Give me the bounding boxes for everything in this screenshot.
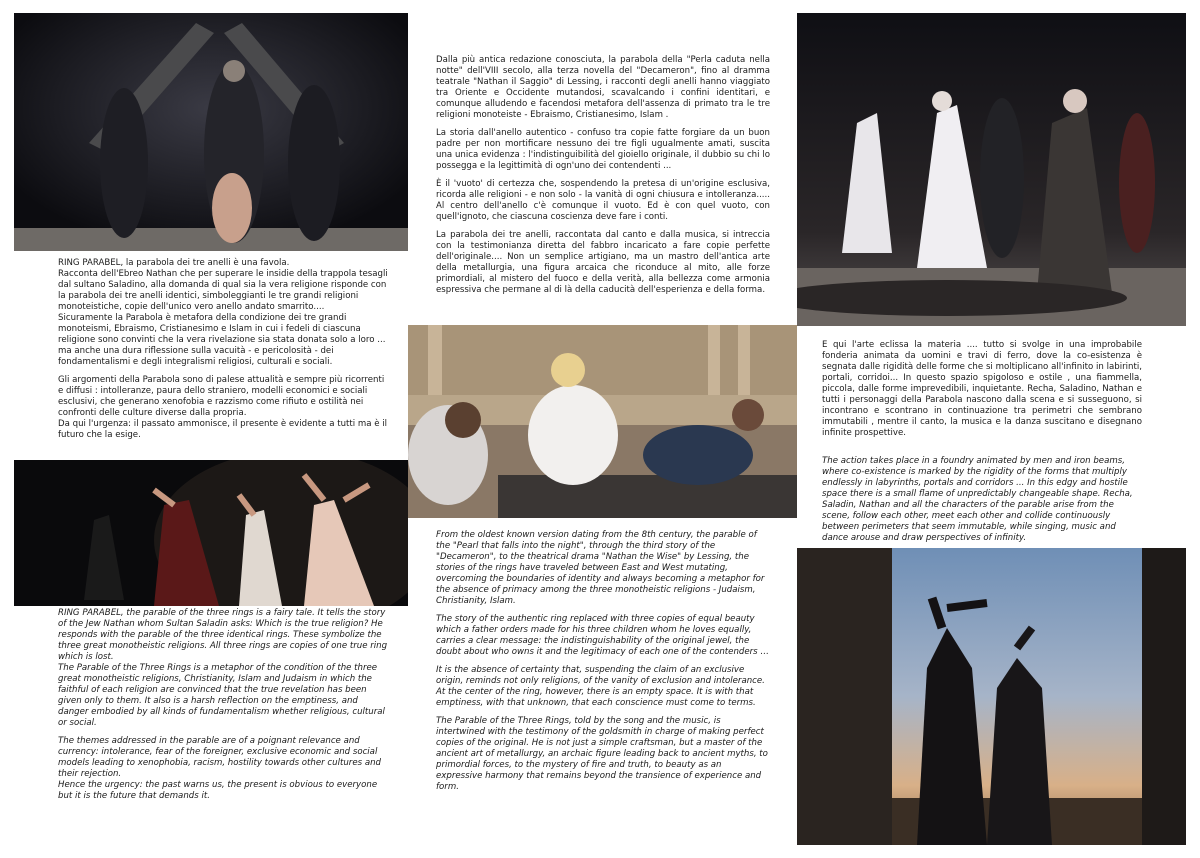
stage-photo-top-right bbox=[797, 13, 1186, 326]
right-italian-text bbox=[822, 340, 1142, 446]
left-english-paragraph-2: The themes addressed in the parable are of a poignant relevance and currency: intolerance, fear of the foreigner, exclusive economic and social models leading to xenophobia, racism, hostility towards other cultures and their rejection. Hence the urgency: the past warns us, the present is obvious to everyone but it is the future that demands it. bbox=[58, 736, 381, 801]
center-italian-paragraph-4: La parabola dei tre anelli, raccontata dal canto e dalla musica, si intreccia con la testimonianza diretta del fabbro incaricato a fare copie perfette dell'originale.... Non un semplice artigiano, ma un mastro dell'antica arte della metallurgia, una figura arcaica che riconduce al mito, alle forze primordiali, al mistero del fuoco e della verità, alla bellezza come armonia espressiva che permane al di là della caducità dell'esperienza e della forma. bbox=[436, 230, 770, 295]
right-italian-paragraph-1: E qui l'arte eclissa la materia .... tutto si svolge in una improbabile fonderia animata da uomini e travi di ferro, dove la co-esistenza è segnata dalle rigidità delle forme che si moltiplicano all'infinito in labirinti, portali, corridoi... In questo spazio spigoloso e ostile , una fiammella, piccola, dalle forme imprevedibili, inquietante. Recha, Saladino, Nathan e tutti i personaggi della Parabola nascono dalla scena e si susseguono, si incontrano e scontrano in continuazione tra perimetri che sembrano immutabili , mentre il canto, la musica e la danza suscitano e disegnano infinite prospettive. bbox=[822, 340, 1142, 438]
dance-photo-left bbox=[14, 460, 408, 606]
stage-photo-top-left bbox=[14, 13, 408, 251]
center-italian-paragraph-3: È il 'vuoto' di certezza che, sospendendo la pretesa di un'origine esclusiva, ricorda alle religioni - e non solo - la vanità di ogni chiusura e intolleranza..... Al centro dell'anello c'è comunque il vuoto. Ed è con quel vuoto, con quell'ignoto, che ciascuna coscienza deve fare i conti. bbox=[436, 179, 770, 222]
center-english-paragraph-4: The Parable of the Three Rings, told by the song and the music, is intertwined with the testimony of the goldsmith in charge of making perfect copies of the original. He is not just a simple craftsman, but a master of the ancient art of metallurgy, an archaic figure leading back to ancient myths, to primordial forces, to the mystery of fire and truth, to beauty as an expressive harmony that remains beyond the transience of experience and form. bbox=[436, 716, 768, 792]
center-italian-paragraph-2: La storia dall'anello autentico - confuso tra copie fatte forgiare da un buon padre per non mortificare nessuno dei tre figli ugualmente amati, suscita una unica evidenza : l'indistinguibilità del gioiello originale, il dubbio su chi lo possegga e la legittimità di ogn'uno dei contendenti ... bbox=[436, 128, 770, 171]
silhouette-photo-right bbox=[797, 548, 1186, 845]
right-english-text bbox=[822, 456, 1142, 551]
center-english-paragraph-2: The story of the authentic ring replaced with three copies of equal beauty which a father orders made for his three children whom he loves equally, carries a clear message: the indistinguishability of the original jewel, the doubt about who owns it and the legitimacy of each one of the contenders … bbox=[436, 614, 769, 657]
center-english-paragraph-1: From the oldest known version dating from the 8th century, the parable of the "Pearl that falls into the night", through the third story of the "Decameron", to the theatrical drama "Nathan the Wise" by Lessing, the stories of the rings have traveled between East and West mutating, overcoming the boundaries of identity and always becoming a metaphor for the absence of primacy among the three monotheistic religions - Judaism, Christianity, Islam. bbox=[436, 530, 765, 606]
right-english-paragraph-1: The action takes place in a foundry animated by men and iron beams, where co-existence is marked by the rigidity of the forms that multiply endlessly in labyrinths, portals and corridors ... In this edgy and hostile space there is a small flame of unpredictably changeable shape. Recha, Saladin, Nathan and all the characters of the parable arise from the scene, follow each other, meet each other and collide continuously between perimeters that seem immutable, while singing, music and dance arouse and draw perspectives of infinity. bbox=[822, 456, 1133, 543]
rehearsal-photo-center bbox=[408, 325, 797, 518]
left-italian-paragraph-1: RING PARABEL, la parabola dei tre anelli è una favola. Racconta dell'Ebreo Nathan che per superare le insidie della trappola tesagli dal sultano Saladino, alla domanda di qual sia la vera religione risponde con la parabola dei tre anelli identici, simboleggianti le tre grandi religioni monoteistiche, copie dell'unico vero anello andato smarrito.... Sicuramente la Parabola è metafora della condizione dei tre grandi monoteismi, Ebraismo, Cristianesimo e Islam in cui i fedeli di ciascuna religione sono convinti che la vera rivelazione sia stata donata solo a loro ... ma anche una dura riflessione sulla vacuità - e pericolosità - dei fondamentalismi e degli integralismi religiosi, culturali e sociali. bbox=[58, 258, 388, 367]
left-italian-paragraph-2: Gli argomenti della Parabola sono di palese attualità e sempre più ricorrenti e diffusi : intolleranze, paura dello straniero, modelli economici e sociali esclusivi, che generano xenofobia e razzismo come rifiuto e ostilità nei confronti delle culture diverse dalla propria. Da qui l'urgenza: il passato ammonisce, il presente è evidente a tutti ma è il futuro che la esige. bbox=[58, 375, 388, 440]
left-english-text bbox=[58, 608, 388, 809]
left-english-paragraph-1: RING PARABEL, the parable of the three rings is a fairy tale. It tells the story of the Jew Nathan whom Sultan Saladin asks: Which is the true religion? He responds with the parable of the three identical rings. These symbolize the three great monotheistic religions. All three rings are copies of one true ring which is lost. The Parable of the Three Rings is a metaphor of the condition of the three great monotheistic religions, Christianity, Islam and Judaism in which the faithful of each religion are convinced that the true revelation has been given only to them. It also is a harsh reflection on the emptiness, and danger embodied by all kinds of fundamentalism whether religious, cultural or social. bbox=[58, 608, 388, 728]
center-italian-paragraph-1: Dalla più antica redazione conosciuta, la parabola della "Perla caduta nella notte" dell'VIII secolo, alla terza novella del "Decameron", fino al dramma teatrale "Nathan il Saggio" di Lessing, i racconti degli anelli hanno viaggiato tra Oriente e Occidente mutandosi, scavalcando i confini identitari, e comunque alludendo e facendosi metafora dell'assenza di primato tra le tre religioni monoteiste - Ebraismo, Cristianesimo, Islam . bbox=[436, 55, 770, 120]
left-italian-text bbox=[58, 258, 388, 448]
center-english-text bbox=[436, 530, 770, 800]
center-english-paragraph-3: It is the absence of certainty that, suspending the claim of an exclusive origin, reminds not only religions, of the vanity of exclusion and intolerance. At the center of the ring, however, there is an empty space. It is with that emptiness, with that unknown, that each conscience must come to terms. bbox=[436, 665, 765, 708]
center-italian-text bbox=[436, 55, 770, 303]
